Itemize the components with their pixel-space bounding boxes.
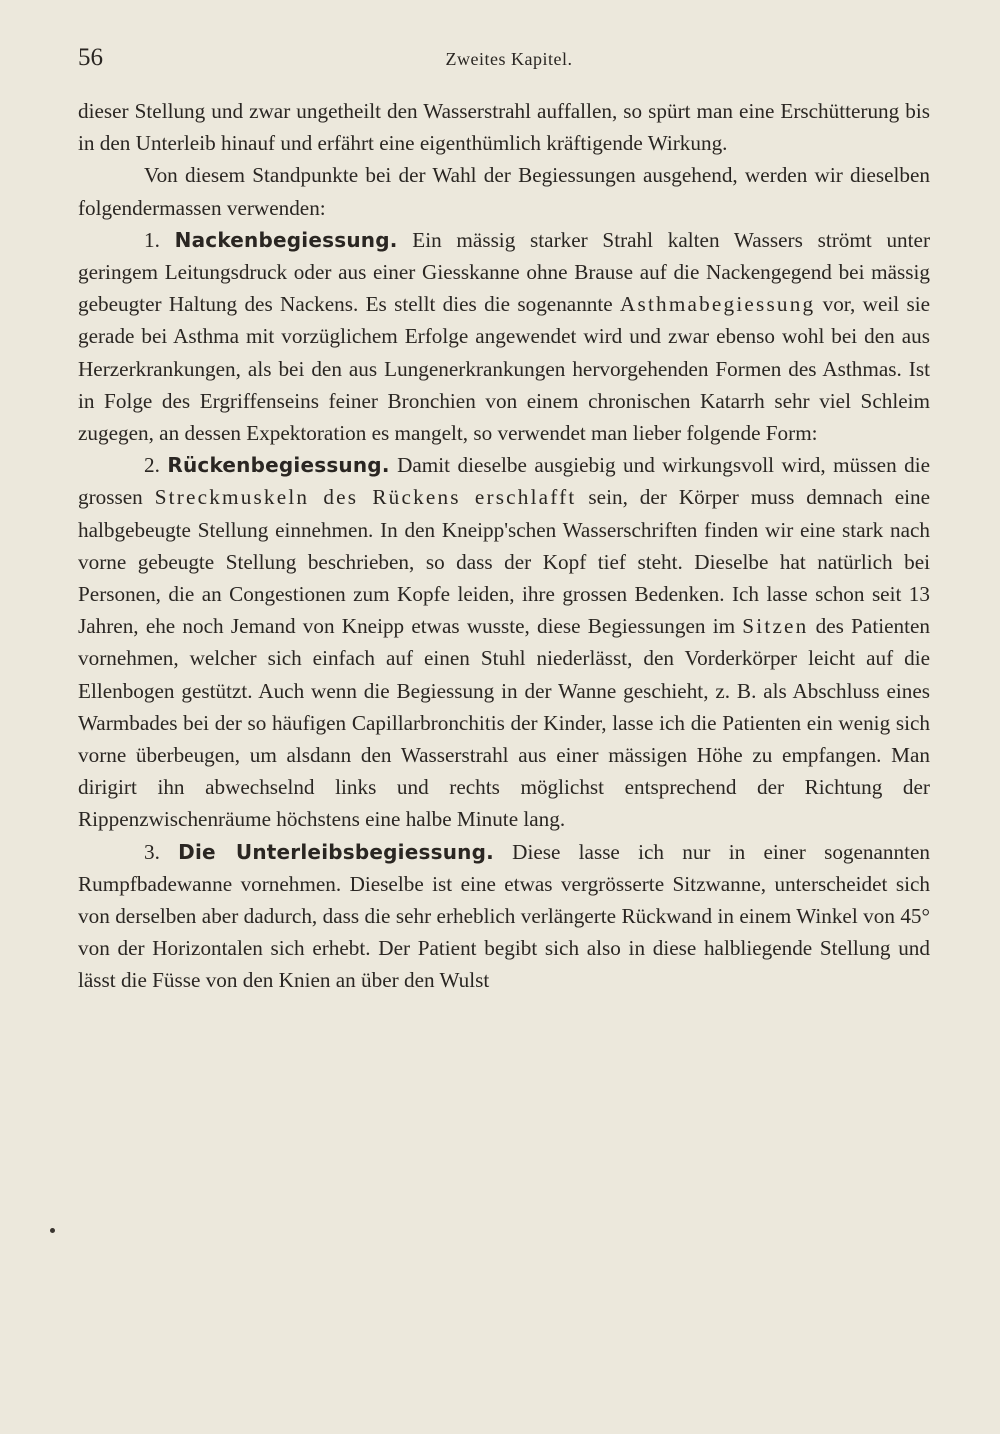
section-heading: Nackenbegiessung.	[174, 227, 398, 252]
section-text: Diese lasse ich nur in einer sogenannten Rumpfbadewanne vornehmen. Dieselbe ist eine etwas vergrösserte Sitzwanne, unterscheidet sich von derselben aber dadurch, dass die sehr erheblich verlängerte Rückwand in einem Winkel von 45° von der Horizontalen sich erhebt. Der Patient begibt sich also in diese halbliegende Stellung und lässt die Füsse von den Knien an über den Wulst	[78, 839, 930, 993]
running-head: Zweites Kapitel.	[445, 49, 573, 69]
section-heading: Rückenbegiessung.	[167, 453, 390, 478]
section-unterleibsbegiessung	[78, 836, 930, 997]
section-heading: Die Unterleibsbegiessung.	[178, 839, 494, 864]
section-rueckenbegiessung	[78, 449, 930, 835]
section-text: sein, der Körper muss demnach eine halbgebeugte Stellung einnehmen. In den Kneipp'schen Wasserschriften finden wir eine stark nach vorne gebeugte Stellung beschrieben, so dass der Kopf tief steht. Dieselbe hat natürlich bei Personen, die an Congestionen zum Kopfe leiden, ihre grossen Bedenken. Ich lasse schon seit 13 Jahren, ehe noch Jemand von Kneipp etwas wusste, diese Begiessungen im	[78, 485, 930, 639]
paragraph: dieser Stellung und zwar ungetheilt den Wasserstrahl auffallen, so spürt man eine Erschütterung bis in den Unterleib hinauf und erfährt eine eigenthümlich kräftigende Wirkung.	[78, 99, 930, 156]
section-text: des Patienten vornehmen, welcher sich einfach auf einen Stuhl niederlässt, den Vorderkörper leicht auf die Ellenbogen gestützt. Auch wenn die Begiessung in der Wanne geschieht, z. B. als Abschluss eines Warmbades bei der so häufigen Capillarbronchitis der Kinder, lasse ich die Patienten ein wenig sich vorne überbeugen, um alsdann den Wasserstrahl aus einer mässigen Höhe zu empfangen. Man dirigirt ihn abwechselnd links und rechts möglichst entsprechend der Richtung der Rippenzwischenräume höchstens eine halbe Minute lang.	[78, 614, 930, 832]
page-header	[78, 44, 930, 74]
spaced-term: Asthmabegiessung	[620, 292, 816, 317]
paragraph: Von diesem Standpunkte bei der Wahl der Begiessungen ausgehend, werden wir dieselben folgendermassen verwenden:	[78, 163, 930, 220]
spaced-term: Streckmuskeln des Rückens erschlafft	[154, 485, 577, 510]
spaced-term: Sitzen	[742, 614, 809, 639]
section-number: 2.	[144, 453, 160, 478]
margin-mark	[50, 1228, 55, 1233]
section-number: 1.	[144, 227, 160, 252]
section-text: Ein mässig starker Strahl kalten Wassers strömt unter geringem Leitungsdruck oder aus einer Giesskanne ohne Brause auf die Nackengegend bei mässig gebeugter Haltung des Nackens. Es stellt dies die sogenannte	[78, 227, 931, 317]
section-text: vor, weil sie gerade bei Asthma mit vorzüglichem Erfolge angewendet wird und zwar ebenso wohl bei den aus Herzerkrankungen, als bei den aus Lungenerkrankungen hervorgehenden Formen des Asthmas. Ist in Folge des Ergriffenseins feiner Bronchien von einem chronischen Katarrh sehr viel Schleim zugegen, an dessen Expektoration es mangelt, so verwendet man lieber folgende Form:	[78, 292, 930, 446]
section-nackenbegiessung	[78, 224, 930, 449]
section-text: Damit dieselbe ausgiebig und wirkungsvoll wird, müssen die grossen	[78, 453, 930, 510]
body-text	[78, 95, 930, 997]
page-number: 56	[78, 44, 103, 71]
section-number: 3.	[144, 839, 160, 864]
